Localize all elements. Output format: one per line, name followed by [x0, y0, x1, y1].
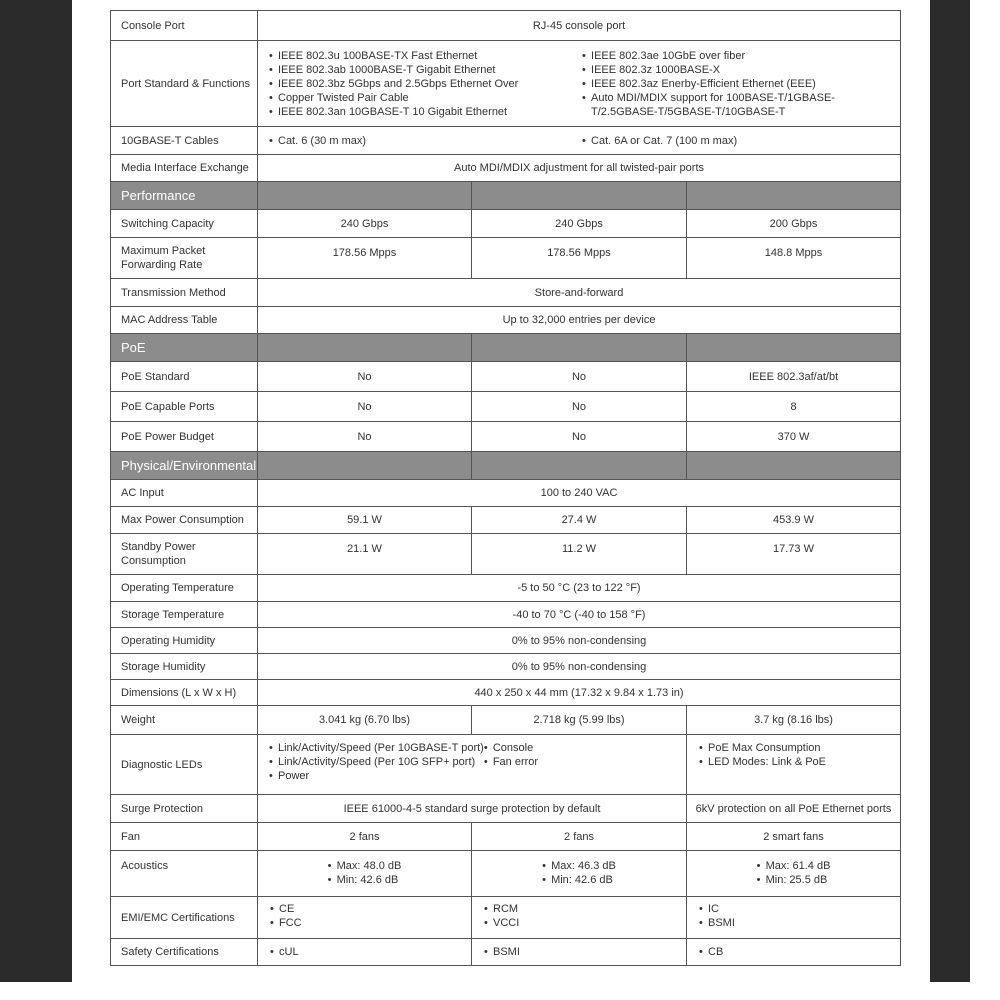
- row-value: No: [472, 392, 687, 422]
- row-label: Storage Humidity: [111, 654, 258, 680]
- row-value: 27.4 W: [472, 507, 687, 534]
- section-title: Performance: [111, 182, 258, 210]
- row-fan: [111, 823, 901, 851]
- row-value: 440 x 250 x 44 mm (17.32 x 9.84 x 1.73 in): [258, 680, 901, 706]
- section-physical: [111, 452, 901, 480]
- list-item: • Copper Twisted Pair Cable: [269, 91, 582, 105]
- row-label: Switching Capacity: [111, 210, 258, 238]
- row-label: Operating Temperature: [111, 575, 258, 602]
- row-label: PoE Power Budget: [111, 422, 258, 452]
- row-value: 0% to 95% non-condensing: [258, 654, 901, 680]
- row-value: [472, 897, 687, 939]
- port-standard-list-right: [582, 49, 895, 119]
- list-item: • Link/Activity/Speed (Per 10G SFP+ port): [269, 755, 484, 769]
- row-label: PoE Capable Ports: [111, 392, 258, 422]
- row-value: 240 Gbps: [472, 210, 687, 238]
- row-value: 11.2 W: [472, 534, 687, 575]
- list-item: • Min: 25.5 dB: [757, 873, 831, 887]
- list-item: • Min: 42.6 dB: [542, 873, 616, 887]
- row-emi-certifications: [111, 897, 901, 939]
- row-poe-ports: [111, 392, 901, 422]
- row-value: 178.56 Mpps: [472, 238, 687, 279]
- row-value: [258, 735, 687, 795]
- row-value: 453.9 W: [687, 507, 901, 534]
- list-item: • cUL: [270, 945, 466, 959]
- row-max-power: [111, 507, 901, 534]
- row-label: Standby Power Consumption: [111, 534, 258, 575]
- row-label: MAC Address Table: [111, 307, 258, 334]
- row-value: RJ-45 console port: [258, 11, 901, 41]
- list-item: • CE: [270, 902, 466, 916]
- list-item: • IEEE 802.3an 10GBASE-T 10 Gigabit Ethernet: [269, 105, 582, 119]
- row-value: 240 Gbps: [258, 210, 472, 238]
- row-value: IEEE 802.3af/at/bt: [687, 362, 901, 392]
- list-item: • IC: [699, 902, 895, 916]
- row-operating-humidity: [111, 628, 901, 654]
- list-item: • BSMI: [699, 916, 895, 930]
- led-list: [263, 741, 484, 783]
- row-value: Auto MDI/MDIX adjustment for all twisted-pair ports: [258, 155, 901, 182]
- row-label: PoE Standard: [111, 362, 258, 392]
- list-item: • Auto MDI/MDIX support for 100BASE-T/1GBASE-T/2.5GBASE-T/5GBASE-T/10GBASE-T: [582, 91, 895, 119]
- row-value: No: [472, 422, 687, 452]
- row-label: Operating Humidity: [111, 628, 258, 654]
- row-value: No: [258, 392, 472, 422]
- row-value: IEEE 61000-4-5 standard surge protection by default: [258, 795, 687, 823]
- row-value: 148.8 Mpps: [687, 238, 901, 279]
- row-switching-capacity: [111, 210, 901, 238]
- list-item: • VCCI: [484, 916, 681, 930]
- row-forwarding-rate: [111, 238, 901, 279]
- section-title: PoE: [111, 334, 258, 362]
- row-safety-certifications: [111, 939, 901, 966]
- list-item: • Console: [484, 741, 681, 755]
- row-poe-budget: [111, 422, 901, 452]
- list-item: • Max: 46.3 dB: [542, 859, 616, 873]
- row-value: [472, 851, 687, 897]
- row-label: Acoustics: [111, 851, 258, 897]
- led-list: [484, 741, 681, 783]
- list-item: • Power: [269, 769, 484, 783]
- list-item: • Link/Activity/Speed (Per 10GBASE-T port): [269, 741, 484, 755]
- row-value: 17.73 W: [687, 534, 901, 575]
- section-performance: [111, 182, 901, 210]
- row-value: [687, 897, 901, 939]
- row-value: 8: [687, 392, 901, 422]
- row-label: Fan: [111, 823, 258, 851]
- list-item: • IEEE 802.3u 100BASE-TX Fast Ethernet: [269, 49, 582, 63]
- list-item: • Min: 42.6 dB: [328, 873, 402, 887]
- row-value: 100 to 240 VAC: [258, 480, 901, 507]
- row-surge-protection: [111, 795, 901, 823]
- row-value: 3.7 kg (8.16 lbs): [687, 706, 901, 735]
- row-port-standard: [111, 41, 901, 127]
- row-operating-temperature: [111, 575, 901, 602]
- row-label: Diagnostic LEDs: [111, 735, 258, 795]
- list-item: • IEEE 802.3ab 1000BASE-T Gigabit Ethernet: [269, 63, 582, 77]
- list-item: • IEEE 802.3ae 10GbE over fiber: [582, 49, 895, 63]
- viewer-right-margin: [930, 0, 970, 982]
- row-diagnostic-leds: [111, 735, 901, 795]
- list-item: • LED Modes: Link & PoE: [699, 755, 895, 769]
- row-value: 0% to 95% non-condensing: [258, 628, 901, 654]
- row-label: Media Interface Exchange: [111, 155, 258, 182]
- row-label: Storage Temperature: [111, 602, 258, 628]
- row-value: [258, 939, 472, 966]
- row-cables: [111, 127, 901, 155]
- row-label: AC Input: [111, 480, 258, 507]
- row-value: 370 W: [687, 422, 901, 452]
- row-value: 2.718 kg (5.99 lbs): [472, 706, 687, 735]
- row-value: 200 Gbps: [687, 210, 901, 238]
- row-value: [687, 851, 901, 897]
- row-label: 10GBASE-T Cables: [111, 127, 258, 155]
- row-storage-temperature: [111, 602, 901, 628]
- row-transmission-method: [111, 279, 901, 307]
- port-standard-list-left: [263, 49, 582, 119]
- row-label: Transmission Method: [111, 279, 258, 307]
- list-item: • IEEE 802.3z 1000BASE-X: [582, 63, 895, 77]
- cable-option: • Cat. 6A or Cat. 7 (100 m max): [582, 134, 895, 148]
- row-value: [258, 41, 901, 127]
- row-mac-table: [111, 307, 901, 334]
- row-value: Up to 32,000 entries per device: [258, 307, 901, 334]
- row-poe-standard: [111, 362, 901, 392]
- viewer-left-margin: [0, 0, 72, 982]
- row-label: Maximum Packet Forwarding Rate: [111, 238, 258, 279]
- row-value: 6kV protection on all PoE Ethernet ports: [687, 795, 901, 823]
- row-value: 59.1 W: [258, 507, 472, 534]
- row-acoustics: [111, 851, 901, 897]
- row-value: Store-and-forward: [258, 279, 901, 307]
- row-value: -5 to 50 °C (23 to 122 °F): [258, 575, 901, 602]
- row-value: 2 smart fans: [687, 823, 901, 851]
- section-title: Physical/Environmental: [111, 452, 258, 480]
- row-value: 178.56 Mpps: [258, 238, 472, 279]
- row-label: EMI/EMC Certifications: [111, 897, 258, 939]
- row-value: [472, 939, 687, 966]
- row-value: [687, 735, 901, 795]
- row-value: No: [258, 362, 472, 392]
- row-value: No: [472, 362, 687, 392]
- row-value: 3.041 kg (6.70 lbs): [258, 706, 472, 735]
- row-weight: [111, 706, 901, 735]
- list-item: • Fan error: [484, 755, 681, 769]
- row-label: Max Power Consumption: [111, 507, 258, 534]
- list-item: • BSMI: [484, 945, 681, 959]
- list-item: • RCM: [484, 902, 681, 916]
- list-item: • IEEE 802.3bz 5Gbps and 2.5Gbps Ethernet Over: [269, 77, 582, 91]
- row-value: 2 fans: [472, 823, 687, 851]
- list-item: • Max: 61.4 dB: [757, 859, 831, 873]
- cable-option: • Cat. 6 (30 m max): [263, 134, 582, 148]
- row-label: Console Port: [111, 11, 258, 41]
- row-value: No: [258, 422, 472, 452]
- list-item: • PoE Max Consumption: [699, 741, 895, 755]
- row-value: [258, 897, 472, 939]
- row-label: Surge Protection: [111, 795, 258, 823]
- list-item: • FCC: [270, 916, 466, 930]
- row-label: Weight: [111, 706, 258, 735]
- row-ac-input: [111, 480, 901, 507]
- row-storage-humidity: [111, 654, 901, 680]
- row-value: [687, 939, 901, 966]
- row-console-port: [111, 11, 901, 41]
- row-value: [258, 127, 901, 155]
- list-item: • Max: 48.0 dB: [328, 859, 402, 873]
- list-item: • IEEE 802.3az Enerby-Efficient Ethernet (EEE): [582, 77, 895, 91]
- row-value: 21.1 W: [258, 534, 472, 575]
- row-label: Safety Certifications: [111, 939, 258, 966]
- row-dimensions: [111, 680, 901, 706]
- row-media-interface: [111, 155, 901, 182]
- led-list: [699, 741, 895, 769]
- row-label: Port Standard & Functions: [111, 41, 258, 127]
- row-label: Dimensions (L x W x H): [111, 680, 258, 706]
- section-poe: [111, 334, 901, 362]
- row-standby-power: [111, 534, 901, 575]
- spec-table: [110, 10, 901, 966]
- row-value: [258, 851, 472, 897]
- row-value: -40 to 70 °C (-40 to 158 °F): [258, 602, 901, 628]
- row-value: 2 fans: [258, 823, 472, 851]
- list-item: • CB: [699, 945, 895, 959]
